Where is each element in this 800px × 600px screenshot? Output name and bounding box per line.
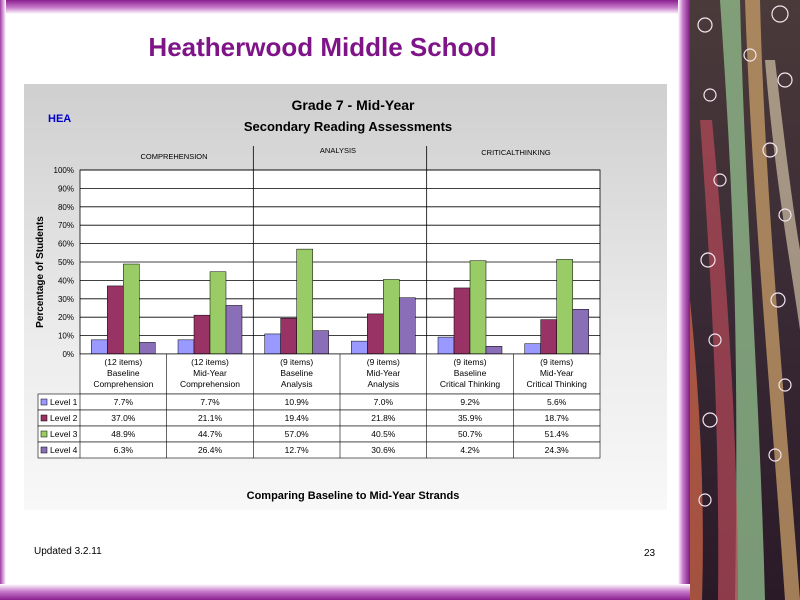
y-tick-label: 70% — [57, 221, 74, 231]
updated-date: Updated 3.2.11 — [34, 546, 102, 557]
y-tick-label: 20% — [57, 313, 74, 323]
chart-area — [24, 84, 667, 510]
category-label: (9 items) — [453, 357, 487, 367]
bar-level-3 — [557, 259, 573, 354]
bar-level-4 — [399, 298, 415, 354]
bar-level-4 — [226, 305, 242, 354]
category-label: Mid-Year — [366, 368, 401, 378]
chart-subtitle: Secondary Reading Assessments — [243, 119, 453, 134]
data-label: 37.0% — [111, 413, 136, 423]
data-label: 19.4% — [284, 413, 309, 423]
category-label: Analysis — [280, 379, 313, 389]
legend-label: Level 4 — [50, 445, 78, 455]
data-label: 4.2% — [460, 445, 480, 455]
y-tick-label: 90% — [57, 184, 74, 194]
legend-label: Level 3 — [50, 429, 78, 439]
bar-level-1 — [178, 340, 194, 354]
legend-swatch — [41, 447, 47, 453]
category-label: Comprehension — [179, 379, 241, 389]
y-tick-label: 40% — [57, 276, 74, 286]
legend-swatch — [41, 431, 47, 437]
bar-level-1 — [351, 341, 367, 354]
bar-level-3 — [123, 264, 139, 354]
bar-level-2 — [194, 315, 210, 354]
y-tick-label: 60% — [57, 239, 74, 249]
y-tick-label: 100% — [53, 166, 74, 175]
bar-level-3 — [470, 261, 486, 354]
category-label: (12 items) — [104, 357, 143, 367]
section-label-comprehension: COMPREHENSION — [140, 152, 208, 161]
y-tick-label: 30% — [57, 294, 74, 304]
data-label: 10.9% — [284, 397, 309, 407]
y-tick-label: 80% — [57, 202, 74, 212]
legend-label: Level 1 — [50, 397, 78, 407]
legend-swatch — [41, 415, 47, 421]
bar-level-4 — [139, 342, 155, 354]
legend-swatch — [41, 399, 47, 405]
category-label: Critical Thinking — [439, 379, 501, 389]
category-label: Mid-Year — [539, 368, 574, 378]
data-label: 44.7% — [197, 429, 223, 439]
data-label: 12.7% — [284, 445, 309, 455]
data-label: 57.0% — [284, 429, 309, 439]
section-label-analysis: ANALYSIS — [319, 146, 357, 155]
data-label: 7.0% — [373, 397, 394, 407]
category-label: (9 items) — [540, 357, 574, 367]
slide-title: Heatherwood Middle School — [148, 32, 497, 62]
bar-level-3 — [210, 272, 226, 354]
chart-title: Grade 7 - Mid-Year — [291, 97, 415, 113]
data-label: 21.1% — [197, 413, 223, 423]
category-label: (9 items) — [366, 357, 400, 367]
x-axis-label: Comparing Baseline to Mid-Year Strands — [246, 490, 460, 502]
data-label: 35.9% — [457, 413, 483, 423]
bar-level-2 — [454, 288, 470, 354]
data-label: 50.7% — [457, 429, 483, 439]
data-label: 18.7% — [544, 413, 569, 423]
page-number: 23 — [644, 548, 656, 559]
data-label: 21.8% — [371, 413, 396, 423]
slide-frame-top — [0, 0, 690, 14]
legend-label: Level 2 — [50, 413, 78, 423]
bar-level-2 — [367, 314, 383, 354]
decorative-floral-panel — [690, 0, 800, 600]
data-label: 40.5% — [371, 429, 396, 439]
bar-level-4 — [573, 309, 589, 354]
data-label: 51.4% — [544, 429, 569, 439]
data-label: 48.9% — [111, 429, 136, 439]
section-label-critical-thinking: CRITICALTHINKING — [481, 148, 551, 157]
slide-frame-right — [678, 0, 690, 600]
bar-level-3 — [297, 249, 313, 354]
category-label: Baseline — [107, 368, 140, 378]
data-label: 6.3% — [113, 445, 134, 455]
category-label: Comprehension — [93, 379, 154, 389]
data-label: 7.7% — [200, 397, 220, 407]
data-label: 30.6% — [371, 445, 396, 455]
category-label: Mid-Year — [193, 368, 227, 378]
bar-level-4 — [486, 346, 502, 354]
bar-level-2 — [107, 286, 123, 354]
data-label: 26.4% — [197, 445, 223, 455]
category-label: Baseline — [453, 368, 487, 378]
bar-level-1 — [438, 337, 454, 354]
data-label: 7.7% — [113, 397, 134, 407]
data-label: 9.2% — [460, 397, 480, 407]
bar-level-2 — [281, 318, 297, 354]
bar-level-2 — [541, 320, 557, 354]
category-label: Baseline — [280, 368, 313, 378]
category-label: (9 items) — [280, 357, 314, 367]
category-label: (12 items) — [191, 357, 229, 367]
data-label: 24.3% — [544, 445, 569, 455]
slide-frame-bottom — [0, 584, 690, 600]
slide-frame-left — [0, 0, 6, 600]
y-tick-label: 0% — [62, 350, 74, 359]
bar-level-3 — [383, 279, 399, 354]
category-label: Critical Thinking — [526, 379, 587, 389]
y-axis-label: Percentage of Students — [35, 216, 46, 328]
corner-label: HEA — [48, 113, 72, 125]
y-tick-label: 10% — [57, 331, 74, 341]
bar-level-1 — [265, 334, 281, 354]
bar-level-1 — [525, 344, 541, 354]
bar-chart — [24, 84, 667, 510]
data-label: 5.6% — [546, 397, 567, 407]
bar-level-1 — [91, 340, 107, 354]
bar-level-4 — [313, 331, 329, 354]
category-label: Analysis — [367, 379, 400, 389]
y-tick-label: 50% — [57, 258, 74, 267]
